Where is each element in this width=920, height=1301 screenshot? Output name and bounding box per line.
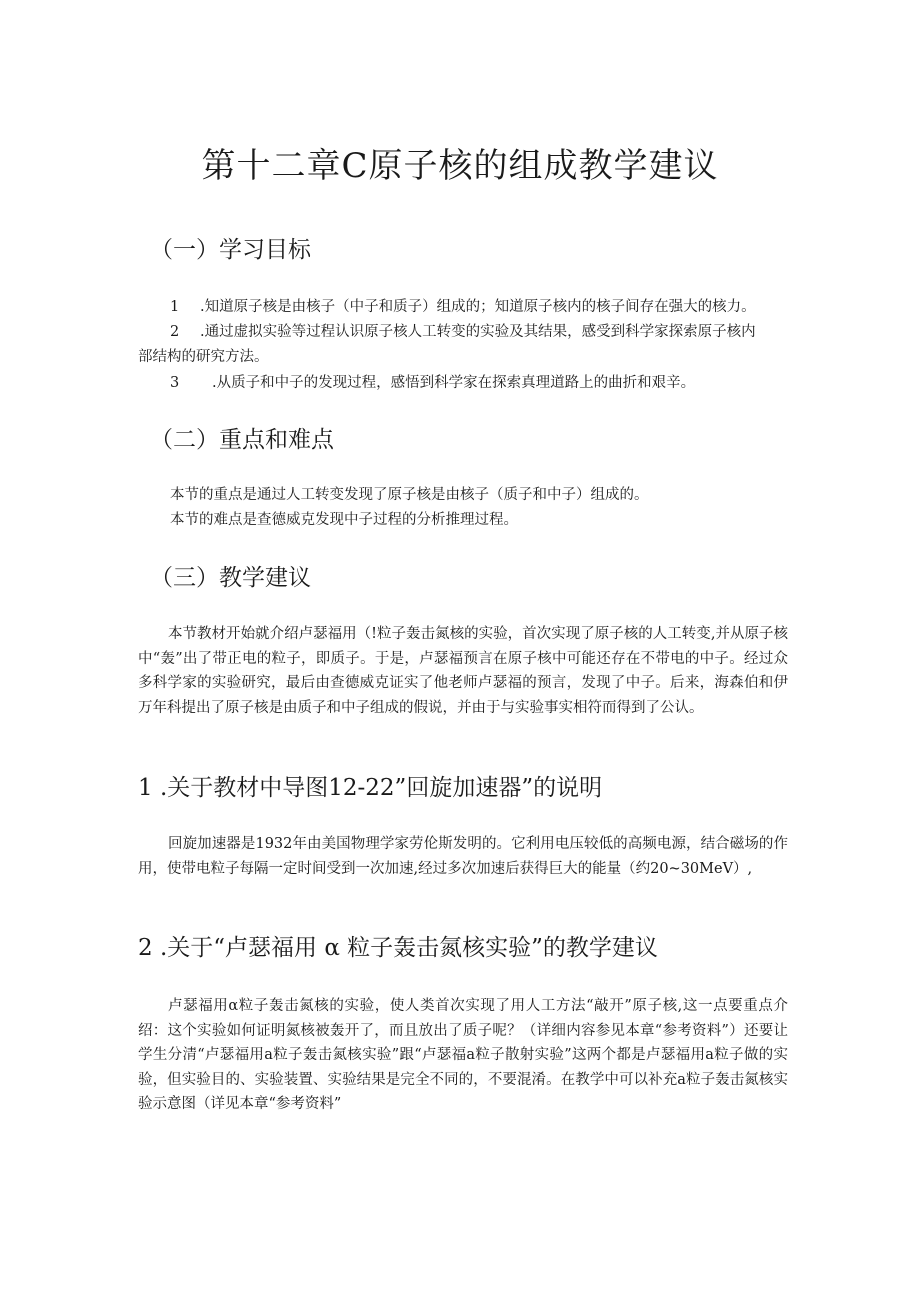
document-title: 第十二章C原子核的组成教学建议 (201, 146, 719, 186)
section-heading-learning-goals: （一）学习目标 (150, 237, 311, 263)
goal-item-2-continued (138, 347, 269, 367)
goal-item-text: .知道原子核是由核子（中子和质子）组成的；知道原子核内的核子间存在强大的核力。 (200, 299, 756, 315)
difficulty-line: 本节的难点是查德威克发现中子过程的分析推理过程。 (170, 512, 518, 528)
key-point-line: 本节的重点是通过人工转变发现了原子核是由核子（质子和中子）组成的。 (170, 487, 649, 503)
heading-rutherford-experiment: 2 .关于“卢瑟福用 α 粒子轰击氮核实验”的教学建议 (138, 935, 658, 961)
goal-item-text: 部结构的研究方法。 (138, 349, 269, 365)
cyclotron-paragraph: 回旋加速器是1932年由美国物理学家劳伦斯发明的。它利用电压较低的高频电源，结合磁场的作用，使带电粒子每隔一定时间受到一次加速,经过多次加速后获得巨大的能量（约20~30MeV）, (138, 836, 788, 877)
goal-item-number: 2 (170, 324, 180, 340)
goal-item-number: 3 (170, 375, 180, 391)
goal-item-2 (170, 322, 756, 342)
goal-item-text: .从质子和中子的发现过程，感悟到科学家在探索真理道路上的曲折和艰辛。 (212, 375, 696, 391)
rutherford-paragraph: 卢瑟福用α粒子轰击氮核的实验，使人类首次实现了用人工方法“敲开”原子核,这一点要重点介绍：这个实验如何证明氮核被轰开了，而且放出了质子呢？（详细内容参见本章“参考资料”）还要让学生分清“卢瑟福用a粒子轰击氮核实验”跟“卢瑟福a粒子散射实验”这两个都是卢瑟福用a粒子做的实验，但实验目的、实验装置、实验结果是完全不同的，不要混淆。在教学中可以补充a粒子轰击氮核实验示意图（详见本章“参考资料” (138, 998, 788, 1112)
goal-item-text: .通过虚拟实验等过程认识原子核人工转变的实验及其结果，感受到科学家探索原子核内 (200, 324, 756, 340)
goal-item-number: 1 (170, 299, 180, 315)
goal-item-1 (170, 297, 756, 317)
teaching-suggestion-paragraph: 本节教材开始就介绍卢瑟福用（!粒子轰击氮核的实验，首次实现了原子核的人工转变,并从原子核中“轰”出了带正电的粒子，即质子。于是，卢瑟福预言在原子核中可能还存在不带电的中子。经过众多科学家的实验研究，最后由查德威克证实了他老师卢瑟福的预言，发现了中子。后来，海森伯和伊万年科提出了原子核是由质子和中子组成的假说，并由于与实验事实相符而得到了公认。 (138, 626, 788, 716)
section-heading-teaching-suggestions: （三）教学建议 (150, 565, 311, 591)
section-heading-key-points: （二）重点和难点 (150, 427, 334, 453)
heading-cyclotron-note: 1 .关于教材中导图12-22”回旋加速器”的说明 (138, 775, 603, 801)
goal-item-3 (170, 373, 695, 393)
